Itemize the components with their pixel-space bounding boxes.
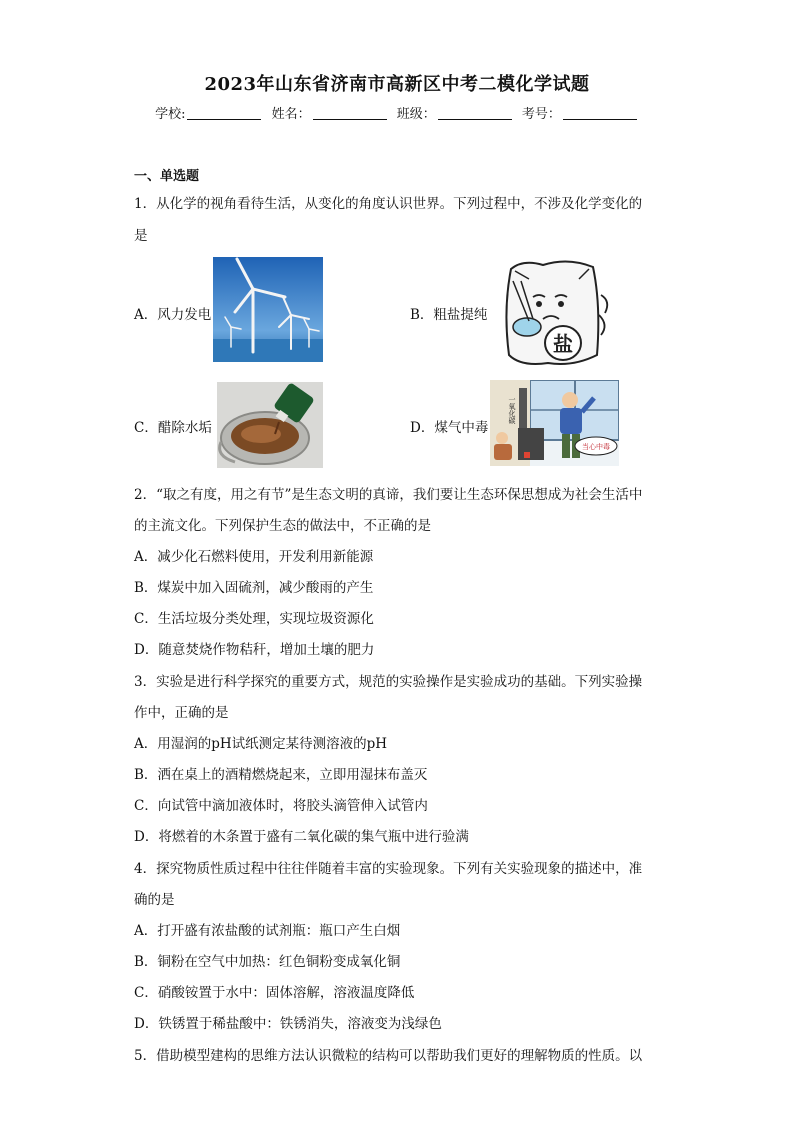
q4-option-a: A．打开盛有浓盐酸的试剂瓶：瓶口产生白烟 (134, 923, 401, 939)
class-blank (438, 107, 512, 120)
q1-line-2: 是 (134, 228, 148, 244)
q3-option-b: B．洒在桌上的酒精燃烧起来，立即用湿抹布盖灭 (134, 767, 428, 783)
q2-line-1: 2．“取之有度，用之有节”是生态文明的真谛，我们要让生态环保思想成为社会生活中 (134, 487, 643, 503)
q3-option-d: D．将燃着的木条置于盛有二氧化碳的集气瓶中进行验满 (134, 829, 469, 845)
salt-bag-cartoon (493, 255, 618, 370)
q1-option-c: C．醋除水垢 (134, 420, 212, 436)
gas-poisoning-cartoon (490, 380, 619, 466)
q4-option-b: B．铜粉在空气中加热：红色铜粉变成氧化铜 (134, 954, 401, 970)
co-sign-label: 一氧化碳 (508, 396, 516, 424)
q5-line-1: 5．借助模型建构的思维方法认识微粒的结构可以帮助我们更好的理解物质的性质。以 (134, 1048, 643, 1064)
q3-line-2: 作中，正确的是 (134, 705, 229, 721)
q2-line-2: 的主流文化。下列保护生态的做法中，不正确的是 (134, 518, 431, 534)
q1-option-a: A．风力发电 (134, 307, 212, 323)
q4-line-1: 4．探究物质性质过程中往往伴随着丰富的实验现象。下列有关实验现象的描述中，准 (134, 861, 643, 877)
vinegar-kettle-photo (217, 382, 323, 468)
number-label: 考号： (521, 107, 561, 122)
q3-option-a: A．用湿润的pH试纸测定某待测溶液的pH (134, 736, 388, 752)
number-blank (563, 107, 637, 120)
student-info-line (0, 103, 794, 122)
q1-line-1: 1．从化学的视角看待生活，从变化的角度认识世界。下列过程中，不涉及化学变化的 (134, 196, 643, 212)
salt-character: 盐 (553, 332, 573, 356)
exam-title: 2023年山东省济南市高新区中考二模化学试题 (204, 74, 590, 95)
q1-option-b: B．粗盐提纯 (410, 307, 488, 323)
warning-bubble-text: 当心中毒 (582, 443, 610, 451)
q3-line-1: 3．实验是进行科学探究的重要方式，规范的实验操作是实验成功的基础。下列实验操 (134, 674, 643, 690)
q2-option-d: D．随意焚烧作物秸秆，增加土壤的肥力 (134, 642, 375, 658)
q4-line-2: 确的是 (134, 892, 175, 908)
school-label: 学校: (155, 107, 186, 122)
q4-option-d: D．铁锈置于稀盐酸中：铁锈消失，溶液变为浅绿色 (134, 1016, 442, 1032)
name-blank (313, 107, 387, 120)
wind-turbine-photo (213, 257, 323, 362)
q2-option-a: A．减少化石燃料使用，开发利用新能源 (134, 549, 374, 565)
q2-option-c: C．生活垃圾分类处理，实现垃圾资源化 (134, 611, 374, 627)
q2-option-b: B．煤炭中加入固硫剂，减少酸雨的产生 (134, 580, 374, 596)
name-label: 姓名： (271, 107, 311, 122)
q3-option-c: C．向试管中滴加液体时，将胶头滴管伸入试管内 (134, 798, 428, 814)
q1-option-d: D．煤气中毒 (410, 420, 489, 436)
section-heading: 一、单选题 (134, 169, 200, 184)
q4-option-c: C．硝酸铵置于水中：固体溶解，溶液温度降低 (134, 985, 415, 1001)
class-label: 班级： (396, 107, 436, 122)
school-blank (187, 107, 261, 120)
